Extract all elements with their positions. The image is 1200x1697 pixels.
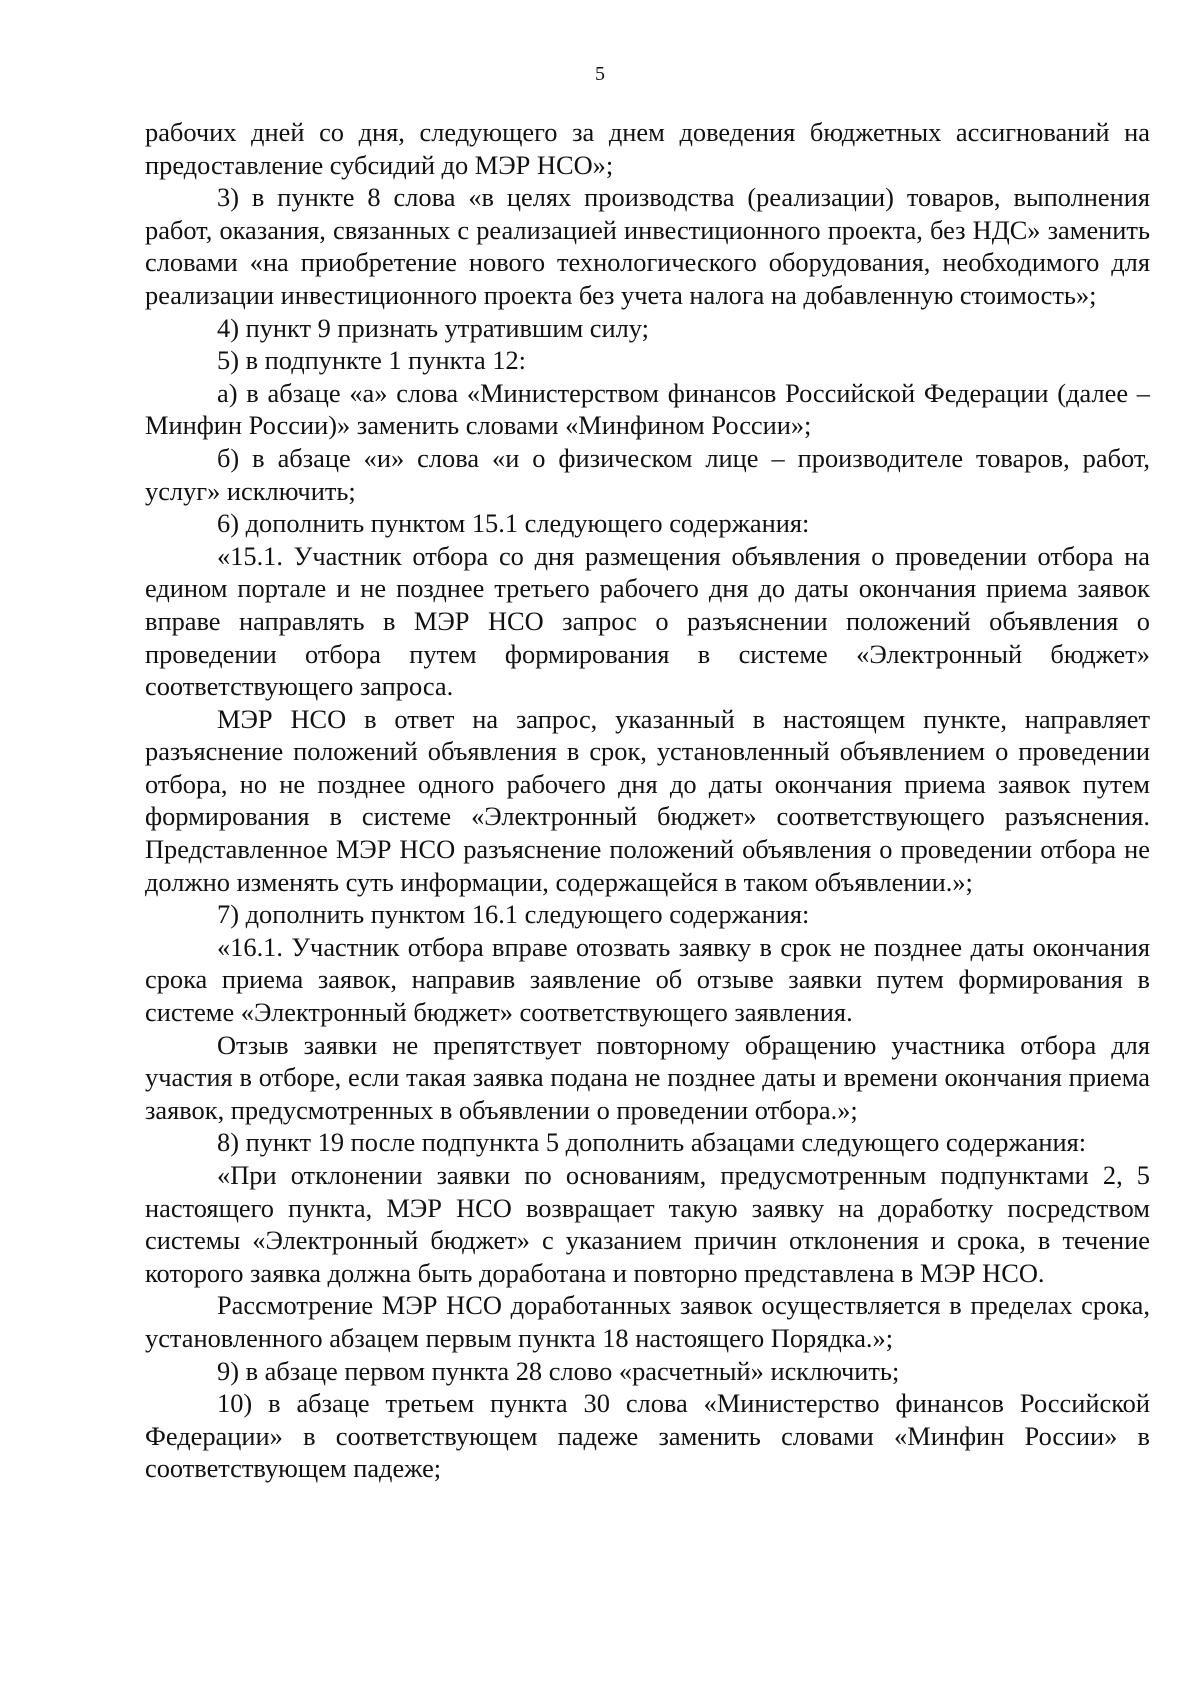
page-number: 5: [595, 63, 605, 85]
paragraph-rejection: «При отклонении заявки по основаниям, предусмотренным подпунктами 2, 5 настоящего пункта, МЭР НСО возвращает такую заявку на доработку посредством системы «Электронный бюджет» с указанием причин отклонения и срока, в течение которого заявка должна быть доработана и повторно представлена в МЭР НСО.: [145, 1160, 1150, 1288]
paragraph-review: Рассмотрение МЭР НСО доработанных заявок осуществляется в пределах срока, установленного абзацем первым пункта 18 настоящего Порядка.»;: [145, 1290, 1150, 1353]
paragraph-item-10: 10) в абзаце третьем пункта 30 слова «Министерство финансов Российской Федерации» в соответствующем падеже заменить словами «Минфин России» в соответствующем падеже;: [145, 1388, 1150, 1484]
paragraph-item-5: 5) в подпункте 1 пункта 12:: [217, 345, 526, 376]
paragraph-continuation: рабочих дней со дня, следующего за днем доведения бюджетных ассигнований на предоставление субсидий до МЭР НСО»;: [145, 117, 1150, 180]
paragraph-item-3: 3) в пункте 8 слова «в целях производства (реализации) товаров, выполнения работ, оказания, связанных с реализацией инвестиционного проекта, без НДС» заменить словами «на приобретение нового технологического оборудования, необходимого для реализации инвестиционного проекта без учета налога на добавленную стоимость»;: [145, 182, 1150, 310]
paragraph-clause-15-1-response: МЭР НСО в ответ на запрос, указанный в настоящем пункте, направляет разъяснение положений объявления в срок, установленный объявлением о проведении отбора, но не позднее одного рабочего дня до даты окончания приема заявок путем формирования в системе «Электронный бюджет» соответствующего разъяснения. Представленное МЭР НСО разъяснение положений объявления о проведении отбора не должно изменять суть информации, содержащейся в таком объявлении.»;: [145, 703, 1150, 897]
paragraph-item-6: 6) дополнить пунктом 15.1 следующего содержания:: [217, 508, 810, 539]
paragraph-item-5b: б) в абзаце «и» слова «и о физическом лице – производителе товаров, работ, услуг» исключить;: [145, 442, 1150, 506]
paragraph-item-4: 4) пункт 9 признать утратившим силу;: [217, 312, 649, 343]
paragraph-item-5a: а) в абзаце «а» слова «Министерством финансов Российской Федерации (далее – Минфин России)» заменить словами «Минфином России»;: [145, 377, 1150, 441]
paragraph-clause-16-1: «16.1. Участник отбора вправе отозвать заявку в срок не позднее даты окончания срока приема заявок, направив заявление об отзыве заявки путем формирования в системе «Электронный бюджет» соответствующего заявления.: [145, 931, 1150, 1028]
paragraph-clause-15-1: «15.1. Участник отбора со дня размещения объявления о проведении отбора на едином портале и не позднее третьего рабочего дня до даты окончания приема заявок вправе направлять в МЭР НСО запрос о разъяснении положений объявления о проведении отбора путем формирования в системе «Электронный бюджет» соответствующего запроса.: [145, 540, 1150, 702]
paragraph-item-8: 8) пункт 19 после подпункта 5 дополнить абзацами следующего содержания:: [217, 1127, 1087, 1158]
document-text: [145, 116, 1150, 1485]
paragraph-clause-16-1-withdrawal: Отзыв заявки не препятствует повторному обращению участника отбора для участия в отборе, если такая заявка подана не позднее даты и времени окончания приема заявок, предусмотренных в объявлении о проведении отбора.»;: [145, 1029, 1150, 1125]
paragraph-item-9: 9) в абзаце первом пункта 28 слово «расчетный» исключить;: [217, 1355, 900, 1386]
paragraph-item-7: 7) дополнить пунктом 16.1 следующего содержания:: [217, 899, 810, 930]
